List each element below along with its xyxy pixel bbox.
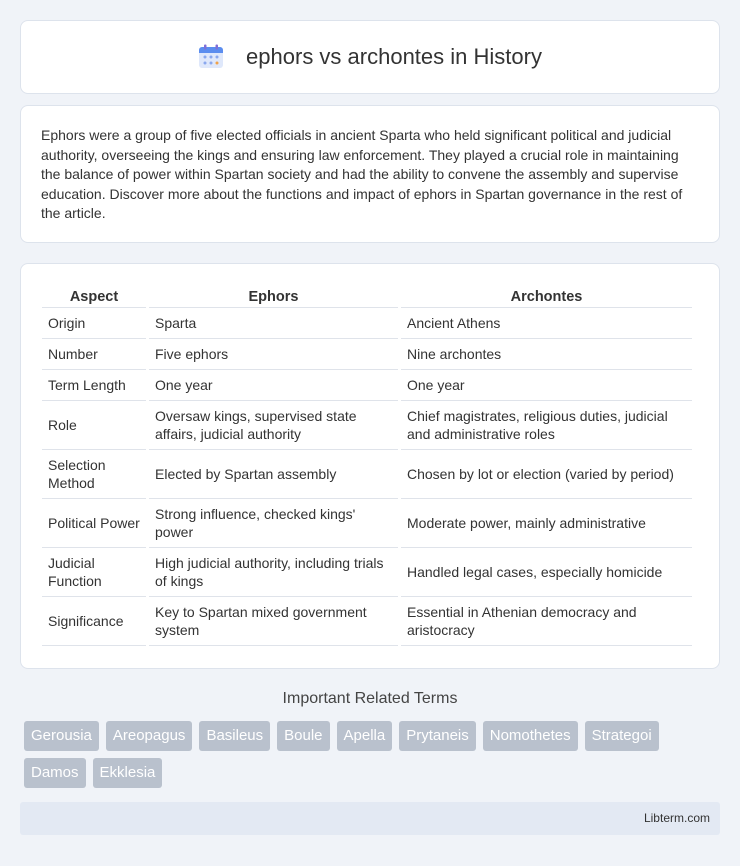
calendar-icon	[198, 44, 224, 70]
related-terms-title: Important Related Terms	[282, 690, 458, 707]
ephors-cell: Oversaw kings, supervised state affairs, judicial authority	[149, 401, 398, 450]
table-row	[42, 401, 692, 450]
header-archontes: Archontes	[401, 284, 692, 308]
archontes-cell: Handled legal cases, especially homicide	[401, 548, 692, 597]
related-term-tag[interactable]: Strategoi	[585, 721, 659, 751]
header-card	[20, 20, 720, 94]
ephors-cell: One year	[149, 370, 398, 401]
aspect-cell: Selection Method	[42, 450, 146, 499]
aspect-cell: Judicial Function	[42, 548, 146, 597]
ephors-cell: High judicial authority, including trials of kings	[149, 548, 398, 597]
intro-text: Ephors were a group of five elected officials in ancient Sparta who held significant political and judicial authority, overseeing the kings and ensuring law enforcement. They played a crucial role in maintaining the balance of power within Spartan society and had the ability to convene the assembly and supervise education. Discover more about the functions and impact of ephors in Spartan governance in the rest of the article.	[41, 127, 683, 221]
comparison-table	[39, 284, 695, 646]
archontes-cell: Chief magistrates, religious duties, judicial and administrative roles	[401, 401, 692, 450]
related-term-tag[interactable]: Areopagus	[106, 721, 193, 751]
archontes-cell: Essential in Athenian democracy and aristocracy	[401, 597, 692, 646]
archontes-cell: Ancient Athens	[401, 308, 692, 339]
aspect-cell: Political Power	[42, 499, 146, 548]
ephors-cell: Key to Spartan mixed government system	[149, 597, 398, 646]
ephors-cell: Sparta	[149, 308, 398, 339]
intro-card	[20, 105, 720, 243]
table-row	[42, 339, 692, 370]
related-term-tag[interactable]: Nomothetes	[483, 721, 578, 751]
related-term-tag[interactable]: Ekklesia	[93, 758, 163, 788]
table-row	[42, 499, 692, 548]
aspect-cell: Significance	[42, 597, 146, 646]
related-term-tag[interactable]: Prytaneis	[399, 721, 476, 751]
aspect-cell: Number	[42, 339, 146, 370]
ephors-cell: Strong influence, checked kings' power	[149, 499, 398, 548]
header-aspect: Aspect	[42, 284, 146, 308]
comparison-card	[20, 263, 720, 669]
related-term-tag[interactable]: Boule	[277, 721, 329, 751]
archontes-cell: Chosen by lot or election (varied by period)	[401, 450, 692, 499]
related-term-tag[interactable]: Gerousia	[24, 721, 99, 751]
table-row	[42, 308, 692, 339]
ephors-cell: Five ephors	[149, 339, 398, 370]
footer-site-link[interactable]: Libterm.com	[643, 811, 710, 825]
archontes-cell: Moderate power, mainly administrative	[401, 499, 692, 548]
related-term-tag[interactable]: Apella	[337, 721, 393, 751]
table-row	[42, 370, 692, 401]
archontes-cell: Nine archontes	[401, 339, 692, 370]
aspect-cell: Origin	[42, 308, 146, 339]
table-header-row	[42, 284, 692, 308]
table-row	[42, 450, 692, 499]
related-terms-list	[24, 721, 714, 788]
table-row	[42, 548, 692, 597]
ephors-cell: Elected by Spartan assembly	[149, 450, 398, 499]
table-row	[42, 597, 692, 646]
related-term-tag[interactable]: Damos	[24, 758, 86, 788]
header-ephors: Ephors	[149, 284, 398, 308]
aspect-cell: Term Length	[42, 370, 146, 401]
footer	[20, 802, 720, 835]
related-term-tag[interactable]: Basileus	[199, 721, 270, 751]
page-title: ephors vs archontes in History	[246, 44, 542, 69]
aspect-cell: Role	[42, 401, 146, 450]
archontes-cell: One year	[401, 370, 692, 401]
